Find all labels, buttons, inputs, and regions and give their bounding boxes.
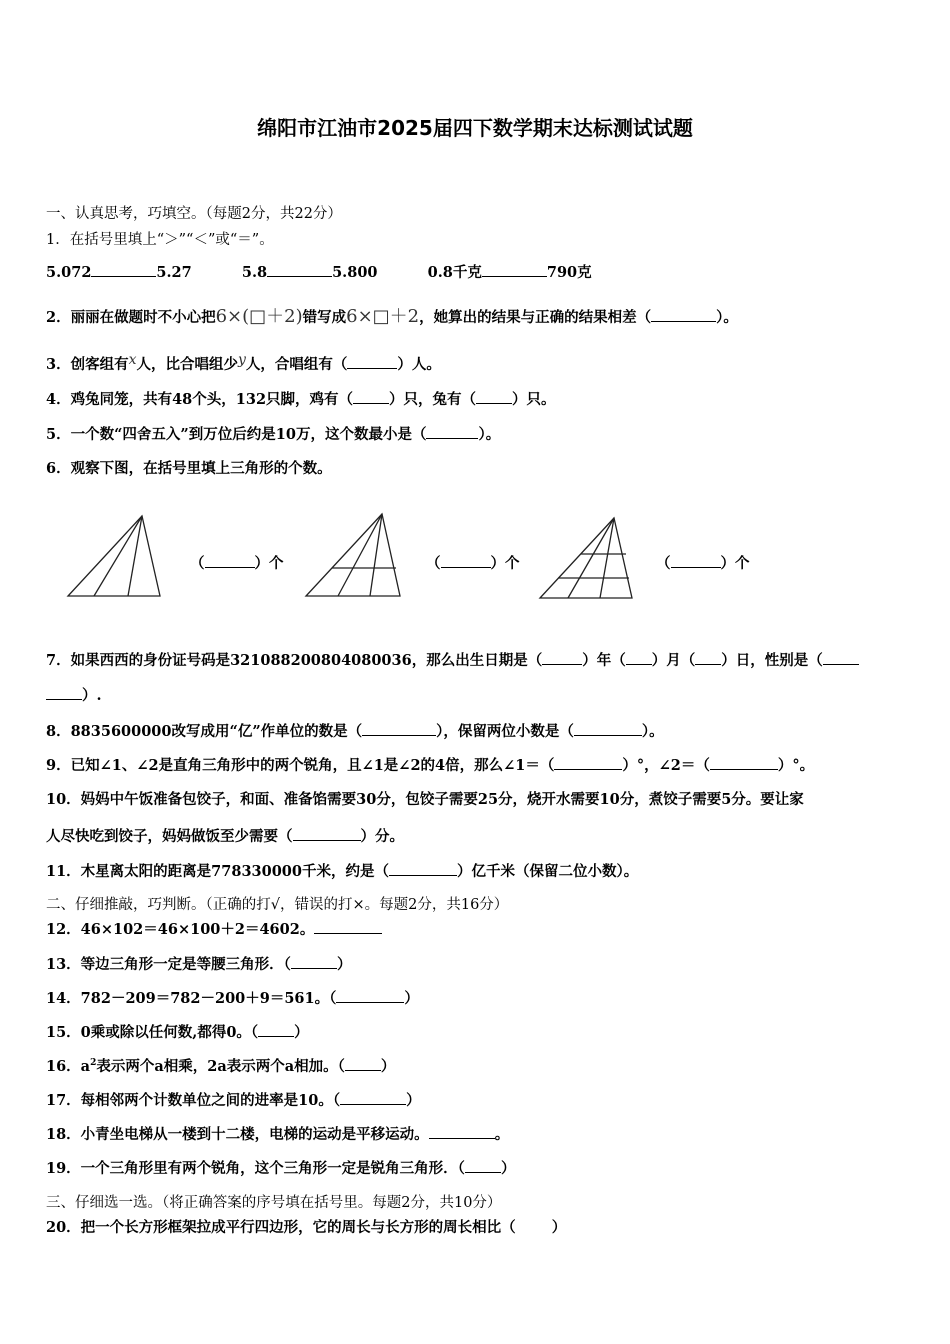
question-3 (46, 353, 441, 374)
q12-text-1: 12．46×102＝46×100＋2＝4602。 (46, 921, 315, 938)
q7-text-5: ）. (82, 687, 102, 704)
q9-blank-1[interactable] (554, 757, 622, 770)
question-1-comparisons (46, 261, 592, 282)
q12-blank[interactable] (314, 921, 382, 934)
q1-b-right: 5.800 (332, 264, 378, 281)
q7-blank-gender-a[interactable] (823, 652, 859, 665)
question-20 (46, 1216, 566, 1237)
q5-text-2: ）。 (478, 426, 501, 443)
q8-text-3: ）。 (641, 723, 664, 740)
count-1-blank[interactable] (205, 555, 255, 568)
q5-text-1: 5．一个数“四舍五入”到万位后约是10万，这个数最小是（ (46, 426, 427, 443)
q11-blank[interactable] (389, 863, 457, 876)
q7-blank-year[interactable] (542, 652, 582, 665)
triangle-figure-1 (64, 512, 164, 600)
q17-text-1: 17．每相邻两个计数单位之间的进率是10。（ (46, 1092, 341, 1109)
question-2 (46, 302, 738, 328)
q2-prefix: 2．丽丽在做题时不小心把 (46, 309, 216, 326)
question-8 (46, 720, 664, 741)
q7-text-3: ）月（ (651, 652, 696, 669)
count-1-close: ）个 (254, 555, 284, 572)
section-2-heading: 二、仔细推敲，巧判断。（正确的打√，错误的打×。每题2分，共16分） (46, 897, 509, 913)
q17-text-2: ） (406, 1092, 421, 1109)
q20-text-1: 20．把一个长方形框架拉成平行四边形，它的周长与长方形的周长相比（ (46, 1219, 516, 1236)
q14-blank[interactable] (336, 990, 404, 1003)
q3-text-2: 人，比合唱组少 (136, 356, 238, 373)
question-10: 10．妈妈中午饭准备包饺子，和面、准备馅需要30分，包饺子需要25分，烧开水需要10分，煮饺子需要5分。要让家 (46, 791, 804, 808)
q8-blank-1[interactable] (362, 723, 436, 736)
q3-text-4: ）人。 (397, 356, 441, 373)
q19-text-1: 19．一个三角形里有两个锐角，这个三角形一定是锐角三角形．（ (46, 1160, 465, 1177)
q7-text-4: ）日，性别是（ (721, 652, 823, 669)
count-2-blank[interactable] (441, 555, 491, 568)
q1-a-blank[interactable] (91, 264, 156, 277)
q7-blank-month[interactable] (626, 652, 652, 665)
q4-blank-rabbit[interactable] (476, 391, 512, 404)
count-3-close: ）个 (720, 555, 750, 572)
question-7-cont (46, 684, 102, 705)
q16-superscript: 2 (90, 1058, 97, 1069)
q9-text-2: ）°，∠2＝（ (622, 757, 710, 774)
question-16 (46, 1055, 395, 1076)
q4-text-2: ）只，兔有（ (389, 391, 477, 408)
triangle-figure-3 (536, 514, 636, 602)
question-14 (46, 987, 419, 1008)
q9-text-1: 9．已知∠1、∠2是直角三角形中的两个锐角，且∠1是∠2的4倍，那么∠1＝（ (46, 757, 555, 774)
count-1-open: （ (190, 555, 205, 572)
question-12 (46, 918, 382, 939)
q3-blank[interactable] (347, 356, 397, 369)
q15-text-2: ） (294, 1024, 309, 1041)
q4-text-1: 4．鸡兔同笼，共有48个头，132只脚，鸡有（ (46, 391, 354, 408)
q13-text-2: ） (336, 956, 352, 973)
q1-c-right: 790克 (546, 264, 592, 281)
question-9 (46, 754, 814, 775)
q9-text-3: ）°。 (777, 757, 815, 774)
q2-suffix: ，她算出的结果与正确的结果相差（ (419, 309, 652, 326)
q19-blank[interactable] (465, 1160, 501, 1173)
question-15 (46, 1021, 309, 1042)
q2-mid: 错写成 (302, 309, 347, 326)
q16-text-1: 16．a (46, 1058, 91, 1075)
triangle-figure-2 (302, 510, 404, 600)
question-13 (46, 953, 351, 974)
q7-text-1: 7．如果西西的身份证号码是321088200804080036，那么出生日期是（ (46, 652, 543, 669)
q18-text-2: 。 (494, 1126, 510, 1143)
question-10-cont (46, 825, 404, 846)
q1-a-left: 5.072 (46, 264, 92, 281)
q9-blank-2[interactable] (710, 757, 778, 770)
q16-text-3: ） (380, 1058, 396, 1075)
q8-text-1: 8．8835600000改写成用“亿”作单位的数是（ (46, 723, 363, 740)
q3-text-1: 3．创客组有 (46, 356, 129, 373)
question-5 (46, 423, 500, 444)
q1-c-blank[interactable] (482, 264, 547, 277)
triangle-count-1 (190, 552, 284, 573)
q14-text-2: ） (404, 990, 419, 1007)
q4-text-3: ）只。 (512, 391, 556, 408)
q2-expression-wrong: 6×□＋2 (346, 306, 420, 327)
q18-text-1: 18．小青坐电梯从一楼到十二楼，电梯的运动是平移运动。 (46, 1126, 429, 1143)
q19-text-2: ） (500, 1160, 516, 1177)
q2-end: ）。 (716, 309, 738, 326)
question-18 (46, 1123, 509, 1144)
q4-blank-chicken[interactable] (353, 391, 389, 404)
question-4 (46, 388, 556, 409)
triangle-count-3 (656, 552, 750, 573)
question-6: 6．观察下图，在括号里填上三角形的个数。 (46, 460, 332, 477)
q11-text-1: 11．木星离太阳的距离是778330000千米，约是（ (46, 863, 389, 880)
q10-text-2: ）分。 (360, 828, 404, 845)
q10-blank[interactable] (293, 828, 361, 841)
question-17 (46, 1089, 421, 1110)
q3-text-3: 人，合唱组有（ (245, 356, 348, 373)
q1-a-right: 5.27 (156, 264, 192, 281)
q2-blank[interactable] (651, 309, 716, 322)
question-1: 1．在括号里填上“＞”“＜”或“＝”。 (46, 232, 274, 248)
q7-blank-day[interactable] (695, 652, 721, 665)
section-3-heading: 三、仔细选一选。（将正确答案的序号填在括号里。每题2分，共10分） (46, 1195, 502, 1211)
count-3-blank[interactable] (671, 555, 721, 568)
question-11 (46, 860, 638, 881)
count-2-close: ）个 (490, 555, 520, 572)
q2-expression-correct: 6×(□＋2) (215, 306, 303, 327)
count-2-open: （ (426, 555, 441, 572)
q1-c-left: 0.8千克 (427, 264, 482, 281)
q7-blank-gender-b[interactable] (46, 687, 82, 700)
count-3-open: （ (656, 555, 671, 572)
question-19 (46, 1157, 515, 1178)
q15-text-1: 15．0乘或除以任何数,都得0。（ (46, 1024, 259, 1041)
question-7 (46, 649, 859, 670)
triangle-count-2 (426, 552, 520, 573)
section-1-heading: 一、认真思考，巧填空。（每题2分，共22分） (46, 206, 342, 222)
q13-blank[interactable] (291, 956, 337, 969)
q16-text-2: 表示两个a相乘，2a表示两个a相加。（ (96, 1058, 345, 1075)
q18-blank[interactable] (429, 1126, 495, 1139)
q8-text-2: ），保留两位小数是（ (436, 723, 574, 740)
q13-text-1: 13．等边三角形一定是等腰三角形．（ (46, 956, 291, 973)
q10-text-1: 人尽快吃到饺子，妈妈做饭至少需要（ (46, 828, 293, 845)
q14-text-1: 14．782－209＝782－200＋9＝561。（ (46, 990, 337, 1007)
page-title: 绵阳市江油市2025届四下数学期末达标测试试题 (257, 116, 693, 140)
q1-b-left: 5.8 (241, 264, 268, 281)
q1-b-blank[interactable] (267, 264, 332, 277)
q3-var-x: x (128, 352, 137, 368)
q8-blank-2[interactable] (574, 723, 642, 736)
q5-blank[interactable] (426, 426, 478, 439)
q7-text-2: ）年（ (582, 652, 626, 669)
q16-blank[interactable] (345, 1058, 381, 1071)
q11-text-2: ）亿千米（保留二位小数）。 (456, 863, 639, 880)
q3-var-y: y (238, 352, 246, 368)
q17-blank[interactable] (340, 1092, 406, 1105)
q20-text-2: ） (551, 1219, 567, 1236)
q15-blank[interactable] (258, 1024, 294, 1037)
